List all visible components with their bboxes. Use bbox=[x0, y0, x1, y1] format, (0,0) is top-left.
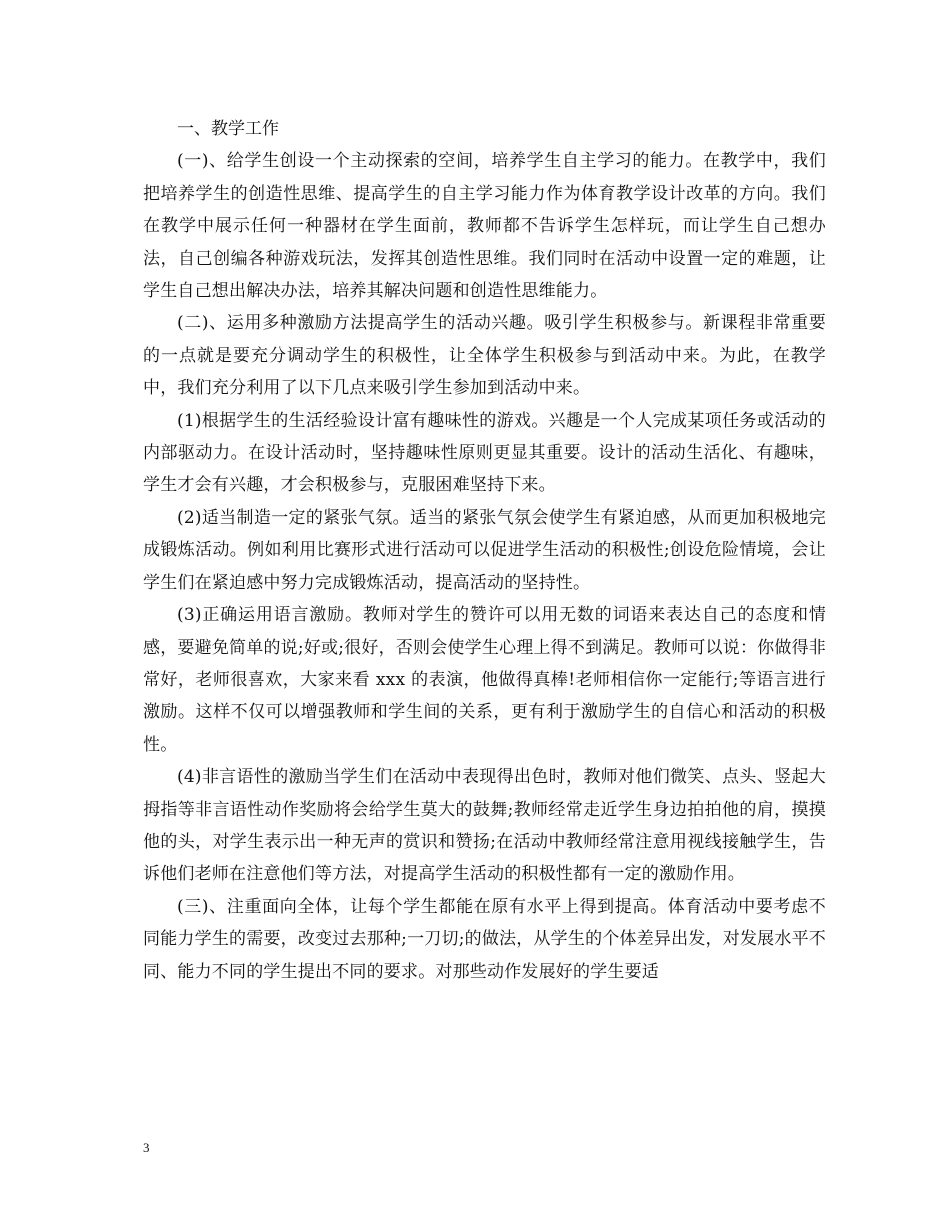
page-number: 3 bbox=[143, 1140, 150, 1155]
paragraph-5: (3)正确运用语言激励。教师对学生的赞许可以用无数的词语来表达自己的态度和情感，要避免简单的说;好或;很好，否则会使学生心理上得不到满足。教师可以说：你做得非常好，老师很喜欢，大家来看 xxx 的表演，他做得真棒!老师相信你一定能行;等语言进行激励。这样不仅可以增强教师和学生间的关系，更有利于激励学生的自信心和活动的积极性。 bbox=[143, 605, 826, 755]
paragraph-3: (1)根据学生的生活经验设计富有趣味性的游戏。兴趣是一个人完成某项任务或活动的内部驱动力。在设计活动时，坚持趣味性原则更显其重要。设计的活动生活化、有趣味，学生才会有兴趣，才会积极参与，克服困难坚持下来。 bbox=[143, 410, 826, 496]
section-heading: 一、教学工作 bbox=[177, 119, 279, 139]
paragraph-2: (二)、运用多种激励方法提高学生的活动兴趣。吸引学生积极参与。新课程非常重要的一点就是要充分调动学生的积极性，让全体学生积极参与到活动中来。为此，在教学中，我们充分利用了以下几点来吸引学生参加到活动中来。 bbox=[143, 313, 826, 399]
document-body bbox=[143, 113, 826, 988]
paragraph-6: (4)非言语性的激励当学生们在活动中表现得出色时，教师对他们微笑、点头、竖起大拇指等非言语性动作奖励将会给学生莫大的鼓舞;教师经常走近学生身边拍拍他的肩，摸摸他的头，对学生表示出一种无声的赏识和赞扬;在活动中教师经常注意用视线接触学生，告诉他们老师在注意他们等方法，对提高学生活动的积极性都有一定的激励作用。 bbox=[143, 767, 826, 885]
paragraph-7: (三)、注重面向全体，让每个学生都能在原有水平上得到提高。体育活动中要考虑不同能力学生的需要，改变过去那种;一刀切;的做法，从学生的个体差异出发，对发展水平不同、能力不同的学生提出不同的要求。对那些动作发展好的学生要适 bbox=[143, 896, 826, 982]
paragraph-1: (一)、给学生创设一个主动探索的空间，培养学生自主学习的能力。在教学中，我们把培养学生的创造性思维、提高学生的自主学习能力作为体育教学设计改革的方向。我们在教学中展示任何一种器材在学生面前，教师都不告诉学生怎样玩，而让学生自己想办法，自己创编各种游戏玩法，发挥其创造性思维。我们同时在活动中设置一定的难题，让学生自己想出解决办法，培养其解决问题和创造性思维能力。 bbox=[143, 151, 826, 302]
paragraph-4: (2)适当制造一定的紧张气氛。适当的紧张气氛会使学生有紧迫感，从而更加积极地完成锻炼活动。例如利用比赛形式进行活动可以促进学生活动的积极性;创设危险情境，会让学生们在紧迫感中努力完成锻炼活动，提高活动的坚持性。 bbox=[143, 507, 826, 593]
